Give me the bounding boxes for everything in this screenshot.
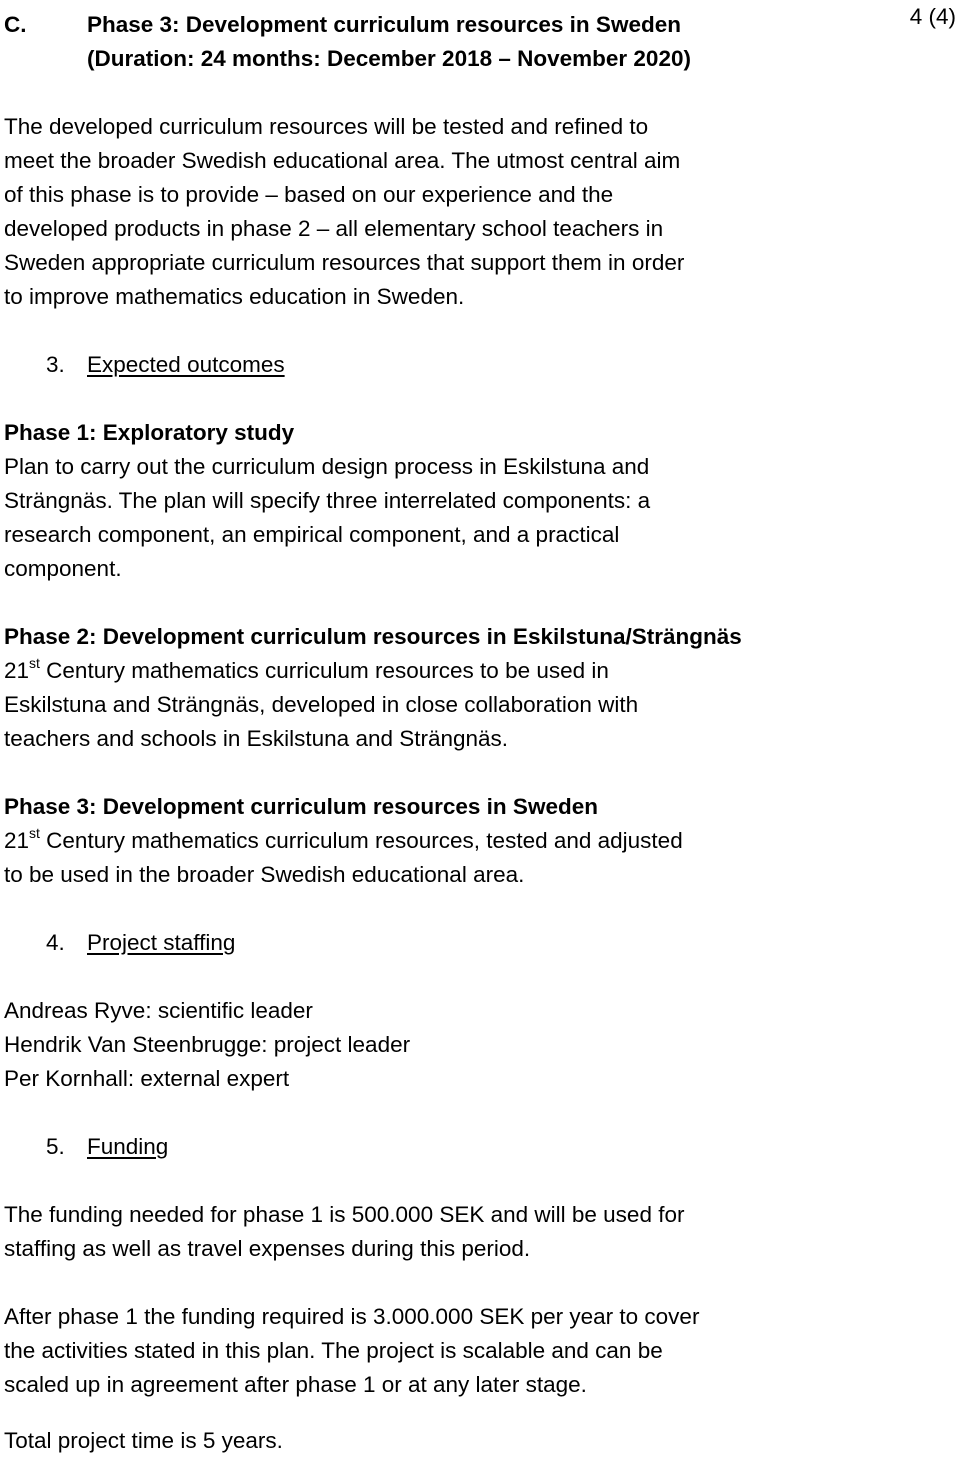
phase2-line: Eskilstuna and Strängnäs, developed in close collaboration with	[4, 692, 639, 717]
phase2-line-rest: Century mathematics curriculum resources to be used in	[39, 658, 609, 683]
staff-item: Hendrik Van Steenbrugge: project leader	[4, 1032, 411, 1057]
section-letter: C.	[4, 12, 27, 37]
intro-line: meet the broader Swedish educational area. The utmost central aim	[4, 148, 681, 173]
header-title-line1: Phase 3: Development curriculum resources in Sweden	[87, 12, 681, 37]
section-title-project-staffing: Project staffing	[87, 930, 236, 955]
staff-item: Per Kornhall: external expert	[4, 1066, 290, 1091]
funding-line: The funding needed for phase 1 is 500.000 SEK and will be used for	[4, 1202, 685, 1227]
funding-line: After phase 1 the funding required is 3.000.000 SEK per year to cover	[4, 1304, 700, 1329]
phase1-heading: Phase 1: Exploratory study	[4, 420, 295, 445]
century-number: 21	[4, 658, 30, 683]
intro-line: The developed curriculum resources will be tested and refined to	[4, 114, 649, 139]
phase3-heading: Phase 3: Development curriculum resources in Sweden	[4, 794, 598, 819]
section-number: 3.	[46, 352, 65, 377]
intro-line: Sweden appropriate curriculum resources that support them in order	[4, 250, 685, 275]
section-title-expected-outcomes: Expected outcomes	[87, 352, 285, 377]
header-title-line2: (Duration: 24 months: December 2018 – November 2020)	[87, 46, 691, 71]
phase2-heading: Phase 2: Development curriculum resources in Eskilstuna/Strängnäs	[4, 624, 742, 649]
funding-line: the activities stated in this plan. The project is scalable and can be	[4, 1338, 663, 1363]
phase1-line: research component, an empirical component, and a practical	[4, 522, 620, 547]
funding-line: scaled up in agreement after phase 1 or at any later stage.	[4, 1372, 587, 1397]
phase2-line: teachers and schools in Eskilstuna and Strängnäs.	[4, 726, 509, 751]
intro-line: to improve mathematics education in Sweden.	[4, 284, 465, 309]
intro-line: of this phase is to provide – based on our experience and the	[4, 182, 614, 207]
phase1-line: Strängnäs. The plan will specify three interrelated components: a	[4, 488, 651, 513]
intro-line: developed products in phase 2 – all elementary school teachers in	[4, 216, 664, 241]
section-number: 5.	[46, 1134, 65, 1159]
ordinal-suffix: st	[29, 654, 40, 671]
section-c-header	[4, 8, 27, 42]
phase3-line	[4, 824, 683, 858]
ordinal-suffix: st	[29, 824, 40, 841]
funding-line: staffing as well as travel expenses during this period.	[4, 1236, 531, 1261]
phase2-line	[4, 654, 609, 688]
phase3-line: to be used in the broader Swedish educational area.	[4, 862, 525, 887]
staff-item: Andreas Ryve: scientific leader	[4, 998, 313, 1023]
phase1-line: Plan to carry out the curriculum design process in Eskilstuna and	[4, 454, 650, 479]
section-title-funding: Funding	[87, 1134, 169, 1159]
total-project-time: Total project time is 5 years.	[4, 1428, 283, 1453]
phase3-line-rest: Century mathematics curriculum resources, tested and adjusted	[39, 828, 683, 853]
phase1-line: component.	[4, 556, 122, 581]
century-number: 21	[4, 828, 30, 853]
section-number: 4.	[46, 930, 65, 955]
page-number: 4 (4)	[909, 4, 956, 29]
